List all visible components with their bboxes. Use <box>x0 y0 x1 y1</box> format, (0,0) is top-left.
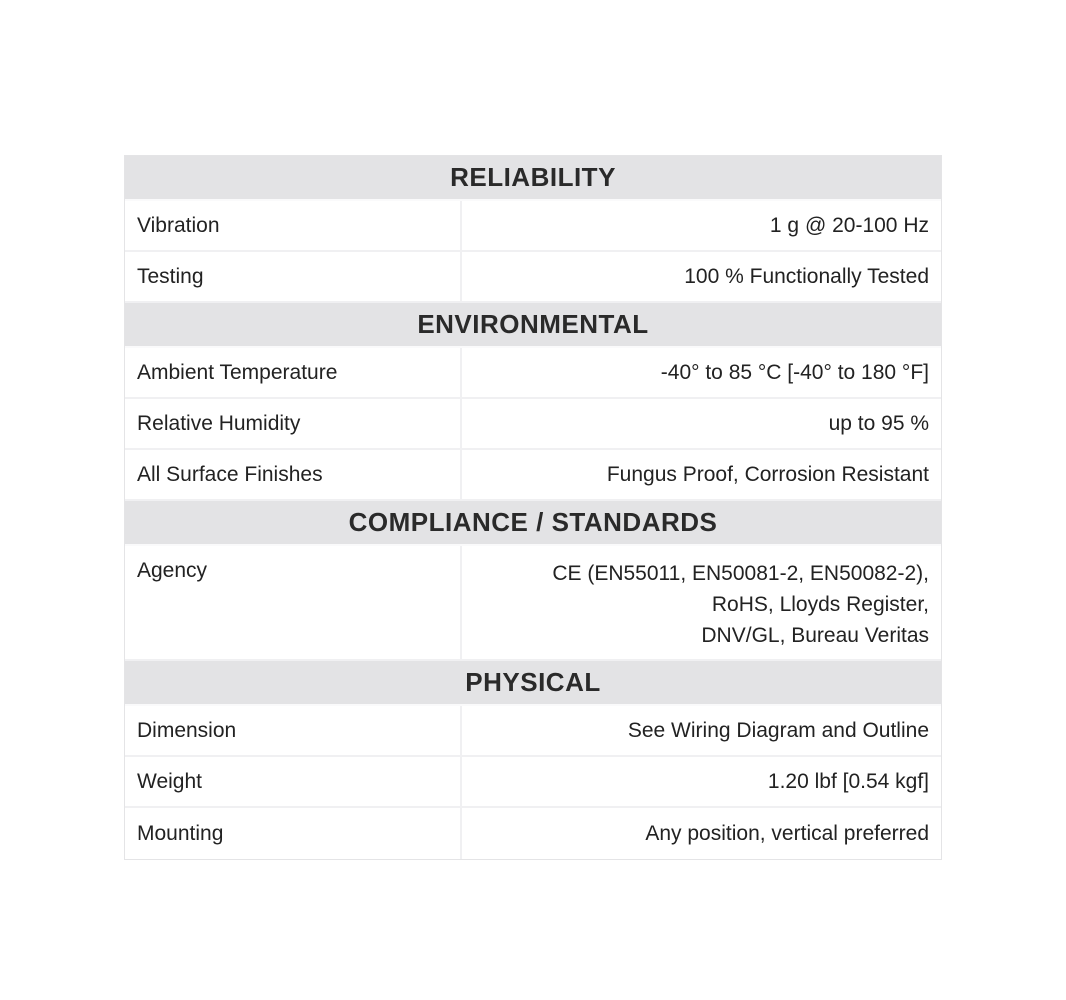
table-row-mounting <box>125 808 941 859</box>
table-row-all-surface-finishes <box>125 450 941 501</box>
row-value: Any position, vertical preferred <box>645 821 929 845</box>
section-header-physical: PHYSICAL <box>125 661 941 706</box>
row-value: 1.20 lbf [0.54 kgf] <box>767 769 929 793</box>
row-value: 100 % Functionally Tested <box>684 264 929 288</box>
specifications-table <box>124 155 942 860</box>
row-label: Mounting <box>125 808 462 859</box>
row-label: Testing <box>125 252 462 301</box>
row-label: Agency <box>125 546 462 659</box>
table-row-vibration <box>125 201 941 252</box>
agency-value-line-2: RoHS, Lloyds Register, <box>711 593 929 616</box>
row-label: Dimension <box>125 706 462 755</box>
row-value <box>462 546 941 659</box>
row-label: Relative Humidity <box>125 399 462 448</box>
section-header-environmental: ENVIRONMENTAL <box>125 303 941 348</box>
row-label: Weight <box>125 757 462 806</box>
row-value: -40° to 85 °C [-40° to 180 °F] <box>660 360 929 384</box>
agency-value-line-1: CE (EN55011, EN50081-2, EN50082-2), <box>552 562 929 585</box>
row-label: Ambient Temperature <box>125 348 462 397</box>
section-header-reliability: RELIABILITY <box>125 156 941 201</box>
row-value: Fungus Proof, Corrosion Resistant <box>606 462 929 486</box>
row-value: 1 g @ 20-100 Hz <box>769 213 929 237</box>
table-row-ambient-temperature <box>125 348 941 399</box>
row-label: All Surface Finishes <box>125 450 462 499</box>
agency-value-line-3: DNV/GL, Bureau Veritas <box>701 624 929 647</box>
table-row-relative-humidity <box>125 399 941 450</box>
row-value: up to 95 % <box>828 411 929 435</box>
row-value: See Wiring Diagram and Outline <box>627 718 929 742</box>
table-row-testing <box>125 252 941 303</box>
table-row-agency <box>125 546 941 661</box>
row-label: Vibration <box>125 201 462 250</box>
table-row-weight <box>125 757 941 808</box>
section-header-compliance-standards: COMPLIANCE / STANDARDS <box>125 501 941 546</box>
table-row-dimension <box>125 706 941 757</box>
